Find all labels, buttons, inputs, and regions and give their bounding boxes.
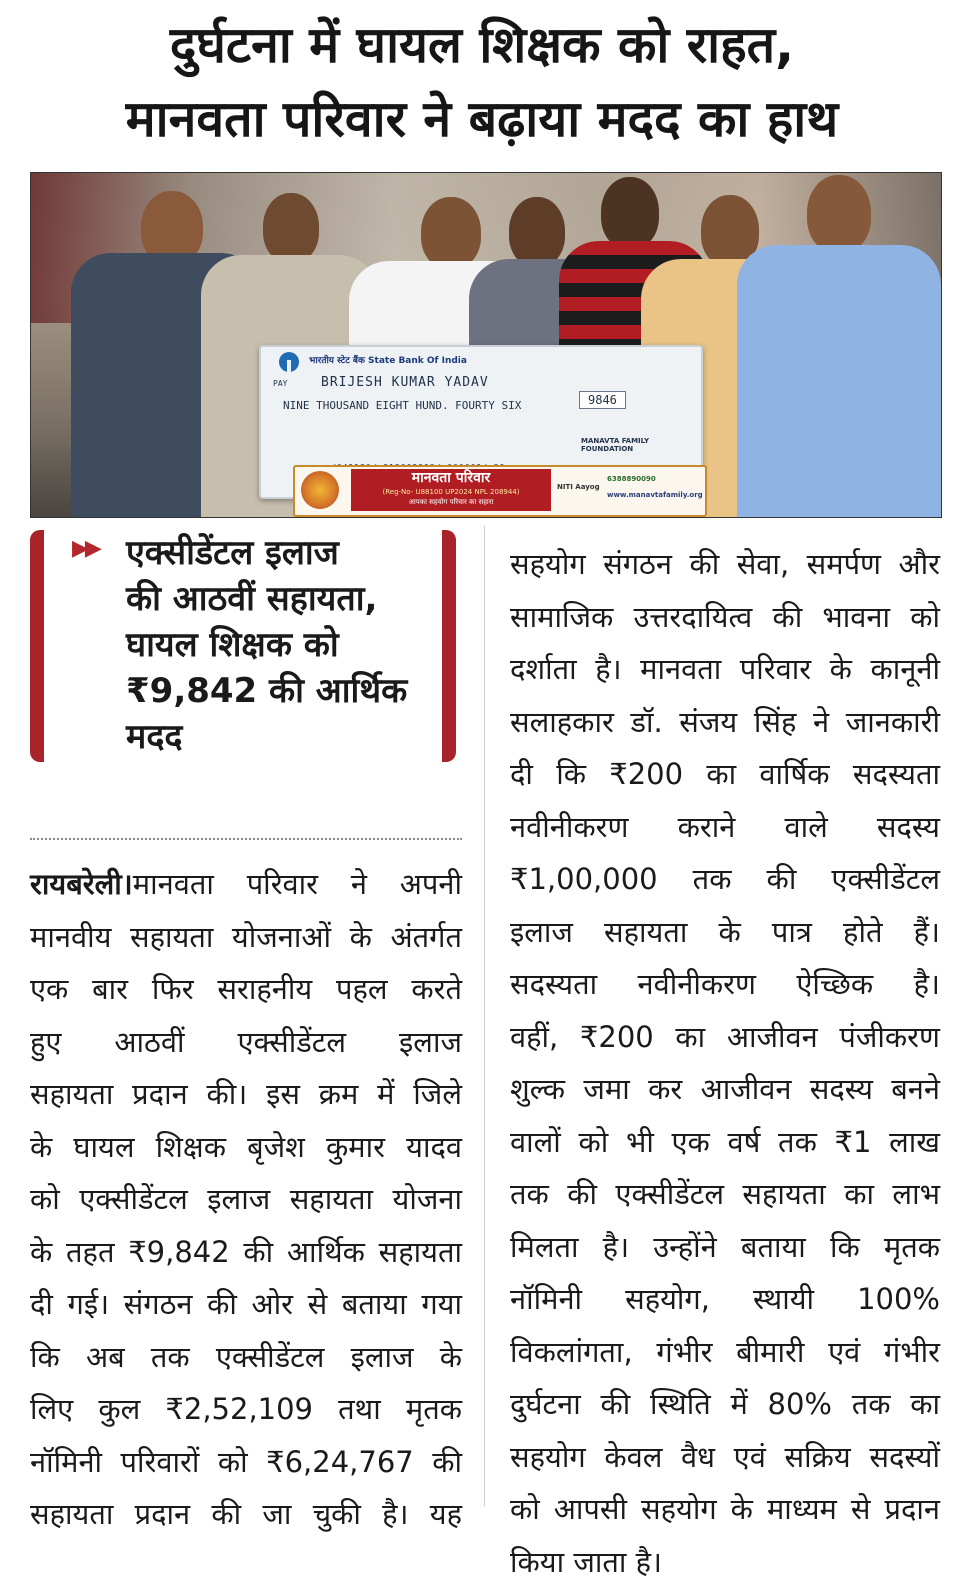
article-line — [30, 858, 462, 911]
sbi-logo-icon — [279, 352, 299, 372]
article-line: के तहत ₹9,842 की आर्थिक सहायता — [30, 1226, 462, 1279]
banner-brand — [351, 469, 551, 511]
article-line: सहायता प्रदान की। इस क्रम में जिले — [30, 1068, 462, 1121]
highlight-line: की आठवीं सहायता, — [126, 576, 436, 622]
banner-title: मानवता परिवार — [351, 469, 551, 487]
article-line: दी कि ₹200 का वार्षिक सदस्यता — [510, 748, 940, 801]
article-line: दर्शाता है। मानवता परिवार के कानूनी — [510, 643, 940, 696]
article-line: सामाजिक उत्तरदायित्व की भावना को — [510, 591, 940, 644]
article-line: नॉमिनी परिवारों को ₹6,24,767 की — [30, 1436, 462, 1489]
highlight-box — [30, 524, 458, 760]
article-line: ₹1,00,000 तक की एक्सीडेंटल — [510, 853, 940, 906]
article-line: दी गई। संगठन की ओर से बताया गया — [30, 1278, 462, 1331]
article-line: किया जाता है। — [510, 1536, 940, 1588]
article-line: सदस्यता नवीनीकरण ऐच्छिक है। — [510, 958, 940, 1011]
article-line: नवीनीकरण कराने वाले सदस्य — [510, 801, 940, 854]
cheque-bank-name: भारतीय स्टेट बैंक State Bank Of India — [309, 353, 467, 366]
highlight-text — [126, 530, 436, 760]
column-divider — [484, 526, 485, 1506]
banner-reg: (Reg-No- U88100 UP2024 NPL 208944) — [351, 487, 551, 497]
article-line: सहायता प्रदान की जा चुकी है। यह — [30, 1488, 462, 1541]
article-first-text: मानवता परिवार ने अपनी — [133, 867, 462, 901]
article-line: वहीं, ₹200 का आजीवन पंजीकरण — [510, 1011, 940, 1064]
article-line: मिलता है। उन्होंने बताया कि मृतक — [510, 1221, 940, 1274]
article-line: तक की एक्सीडेंटल सहायता का लाभ — [510, 1168, 940, 1221]
article-line: वालों को भी एक वर्ष तक ₹1 लाख — [510, 1116, 940, 1169]
highlight-bar-left — [30, 530, 44, 762]
banner-website: www.manavtafamily.org — [607, 491, 703, 499]
dotted-separator — [30, 838, 462, 840]
article-column-left — [30, 858, 462, 1541]
highlight-line: मदद — [126, 714, 436, 760]
cheque-foundation: MANAVTA FAMILY FOUNDATION — [581, 437, 701, 453]
article-line: को आपसी सहयोग के माध्यम से प्रदान — [510, 1483, 940, 1536]
double-arrow-icon: ▶▶ — [72, 536, 98, 561]
manavta-banner — [293, 465, 707, 517]
dateline: रायबरेली। — [30, 867, 133, 901]
article-line: लिए कुल ₹2,52,109 तथा मृतक — [30, 1383, 462, 1436]
article-line: हुए आठवीं एक्सीडेंटल इलाज — [30, 1016, 462, 1069]
news-photo — [30, 172, 942, 518]
article-line: शुल्क जमा कर आजीवन सदस्य बनने — [510, 1063, 940, 1116]
article-line: एक बार फिर सराहनीय पहल करते — [30, 963, 462, 1016]
article-line: कि अब तक एक्सीडेंटल इलाज के — [30, 1331, 462, 1384]
banner-phone: 6388890090 — [607, 475, 656, 483]
manavta-logo-icon — [301, 471, 339, 509]
headline — [0, 8, 964, 156]
article-line: मानवीय सहायता योजनाओं के अंतर्गत — [30, 911, 462, 964]
banner-niti: NITI Aayog — [557, 483, 600, 491]
article-line: सलाहकार डॉ. संजय सिंह ने जानकारी — [510, 696, 940, 749]
headline-line-1: दुर्घटना में घायल शिक्षक को राहत, — [0, 8, 964, 82]
cheque-payee: BRIJESH KUMAR YADAV — [321, 375, 489, 390]
article-column-right — [510, 538, 940, 1588]
article-line: सहयोग संगठन की सेवा, समर्पण और — [510, 538, 940, 591]
article-line: विकलांगता, गंभीर बीमारी एवं गंभीर — [510, 1326, 940, 1379]
highlight-line: एक्सीडेंटल इलाज — [126, 530, 436, 576]
article-line: को एक्सीडेंटल इलाज सहायता योजना — [30, 1173, 462, 1226]
article-line: दुर्घटना की स्थिति में 80% तक का — [510, 1378, 940, 1431]
article-line: के घायल शिक्षक बृजेश कुमार यादव — [30, 1121, 462, 1174]
article-line: इलाज सहायता के पात्र होते हैं। — [510, 906, 940, 959]
headline-line-2: मानवता परिवार ने बढ़ाया मदद का हाथ — [0, 82, 964, 156]
article-line: सहयोग केवल वैध एवं सक्रिय सदस्यों — [510, 1431, 940, 1484]
cheque-amount-figure: 9846 — [579, 391, 626, 409]
cheque-pay-label: PAY — [273, 379, 287, 388]
highlight-line: घायल शिक्षक को — [126, 622, 436, 668]
highlight-bar-right — [442, 530, 456, 762]
banner-tagline: आपका सहयोग परिवार का सहारा — [351, 497, 551, 507]
cheque-amount-words: NINE THOUSAND EIGHT HUND. FOURTY SIX — [283, 399, 521, 412]
highlight-line: ₹9,842 की आर्थिक — [126, 668, 436, 714]
article-line: नॉमिनी सहयोग, स्थायी 100% — [510, 1273, 940, 1326]
